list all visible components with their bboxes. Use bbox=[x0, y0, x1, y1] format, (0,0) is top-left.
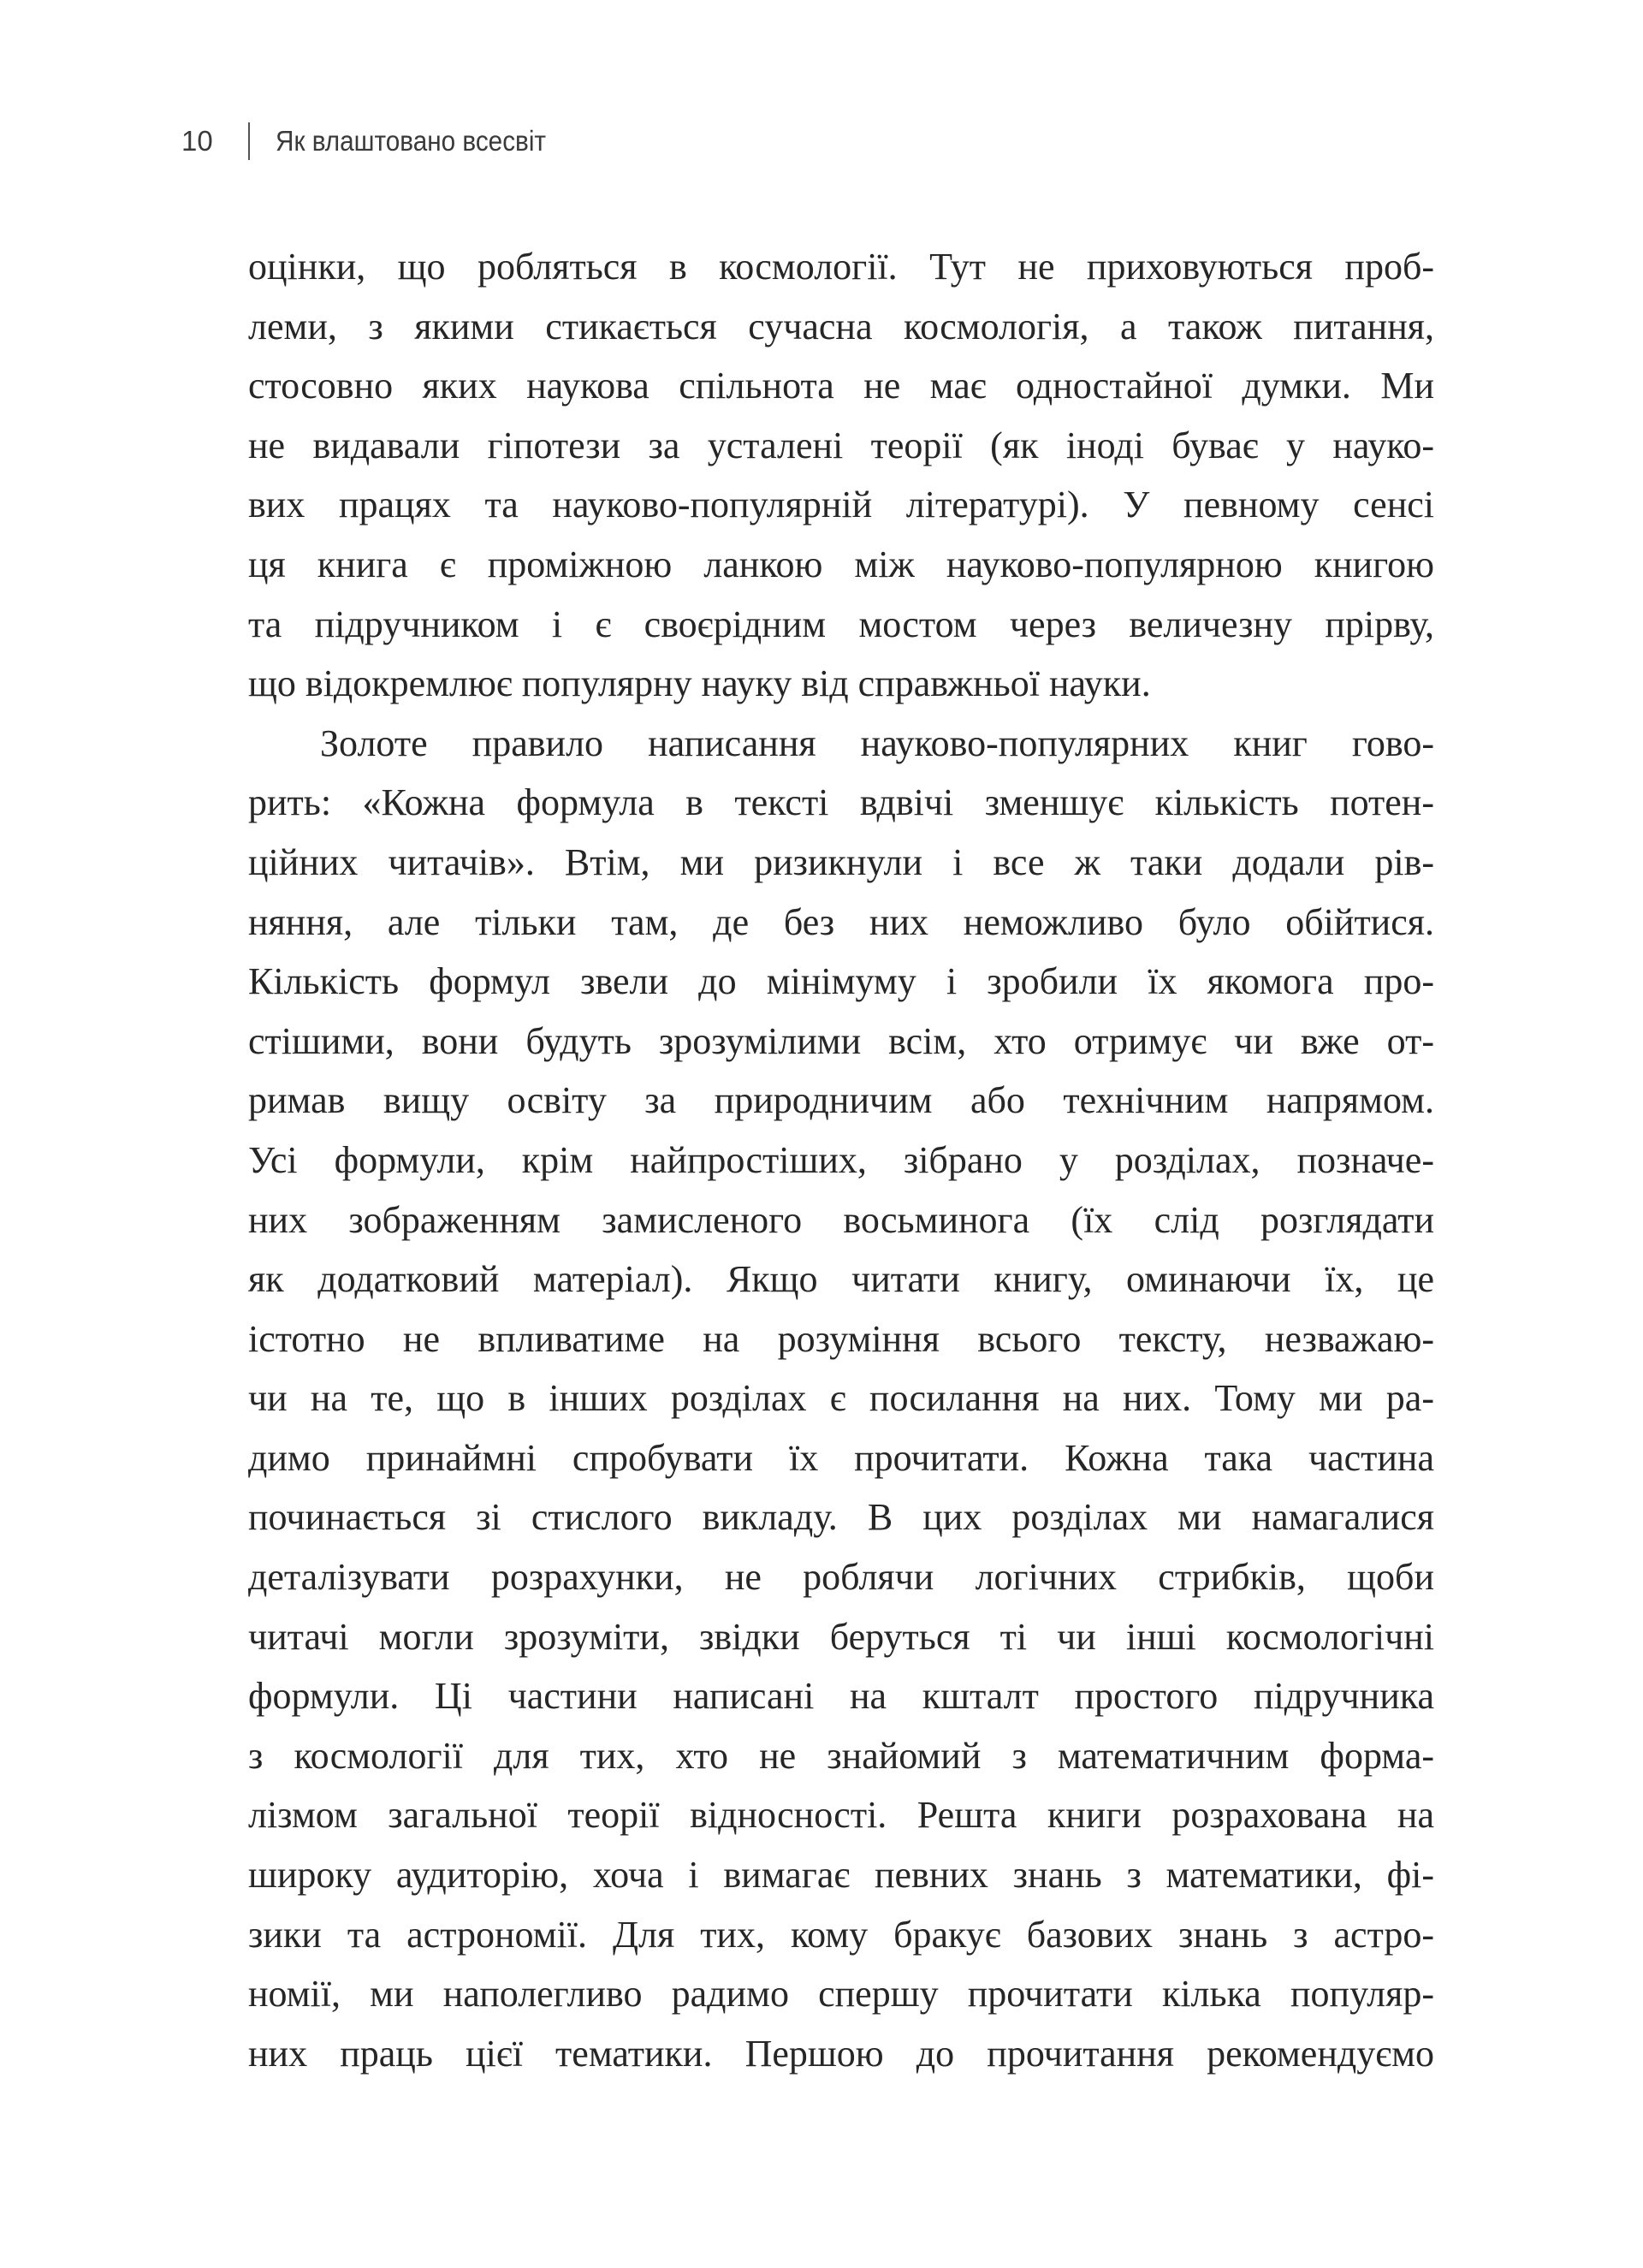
text-line: формули. Ці частини написані на кшталт простого підручника bbox=[248, 1675, 1434, 1718]
text-line: ця книга є проміжною ланкою між науково-популярною книгою bbox=[248, 543, 1434, 585]
text-line: них праць цієї тематики. Першою до прочитання рекомендуємо bbox=[248, 2032, 1434, 2075]
text-line: рить: «Кожна формула в тексті вдвічі зменшує кількість потен- bbox=[248, 781, 1434, 824]
text-line: не видавали гіпотези за усталені теорії (як іноді буває у науко- bbox=[248, 424, 1434, 466]
text-line: починається зі стислого викладу. В цих розділах ми намагалися bbox=[248, 1496, 1434, 1539]
page-number: 10 bbox=[181, 125, 213, 157]
text-line: деталізувати розрахунки, не роблячи логічних стрибків, щоби bbox=[248, 1556, 1434, 1599]
text-line: чи на те, що в інших розділах є посилання на них. Тому ми ра- bbox=[248, 1377, 1434, 1420]
text-line: ційних читачів». Втім, ми ризикнули і все ж таки додали рів- bbox=[248, 840, 1434, 883]
text-line: стосовно яких наукова спільнота не має одностайної думки. Ми bbox=[248, 365, 1434, 407]
text-line: зики та астрономії. Для тих, кому бракує базових знань з астро- bbox=[248, 1913, 1434, 1956]
text-line: з космології для тих, хто не знайомий з математичним форма- bbox=[248, 1734, 1434, 1777]
text-line: номії, ми наполегливо радимо спершу прочитати кілька популяр- bbox=[248, 1973, 1434, 2016]
header-divider bbox=[248, 122, 250, 160]
text-line: істотно не впливатиме на розуміння всього тексту, незважаю- bbox=[248, 1317, 1434, 1360]
paragraph bbox=[248, 714, 1434, 2084]
text-line: няння, але тільки там, де без них неможливо було обійтися. bbox=[248, 900, 1434, 943]
running-head bbox=[181, 120, 576, 163]
text-line: що відокремлює популярну науку від справжньої науки. bbox=[248, 662, 1151, 705]
text-line: як додатковий матеріал). Якщо читати книгу, оминаючи їх, це bbox=[248, 1258, 1434, 1301]
text-line: стішими, вони будуть зрозумілими всім, хто отримує чи вже от- bbox=[248, 1019, 1434, 1062]
text-line: Золоте правило написання науково-популярних книг гово- bbox=[320, 721, 1434, 764]
body-text bbox=[248, 237, 1434, 2083]
text-line: оцінки, що робляться в космології. Тут не приховуються проб- bbox=[248, 246, 1434, 288]
paragraph bbox=[248, 237, 1434, 714]
text-line: читачі могли зрозуміти, звідки беруться ті чи інші космологічні bbox=[248, 1615, 1434, 1658]
text-line: лізмом загальної теорії відносності. Решта книги розрахована на bbox=[248, 1794, 1434, 1837]
book-title: Як влаштовано всесвіт bbox=[276, 125, 547, 157]
text-line: них зображенням замисленого восьминога (їх слід розглядати bbox=[248, 1198, 1434, 1241]
text-line: Усі формули, крім найпростіших, зібрано у розділах, позначе- bbox=[248, 1138, 1434, 1181]
text-line: Кількість формул звели до мінімуму і зробили їх якомога про- bbox=[248, 960, 1434, 1003]
text-line: широку аудиторію, хоча і вимагає певних знань з математики, фі- bbox=[248, 1854, 1434, 1897]
text-line: римав вищу освіту за природничим або технічним напрямом. bbox=[248, 1079, 1434, 1122]
text-line: леми, з якими стикається сучасна космологія, а також питання, bbox=[248, 305, 1434, 347]
text-line: та підручником і є своєрідним мостом через величезну прірву, bbox=[248, 603, 1434, 645]
text-line: димо принаймні спробувати їх прочитати. Кожна така частина bbox=[248, 1436, 1434, 1479]
text-line: вих працях та науково-популярній літературі). У певному сенсі bbox=[248, 484, 1434, 526]
